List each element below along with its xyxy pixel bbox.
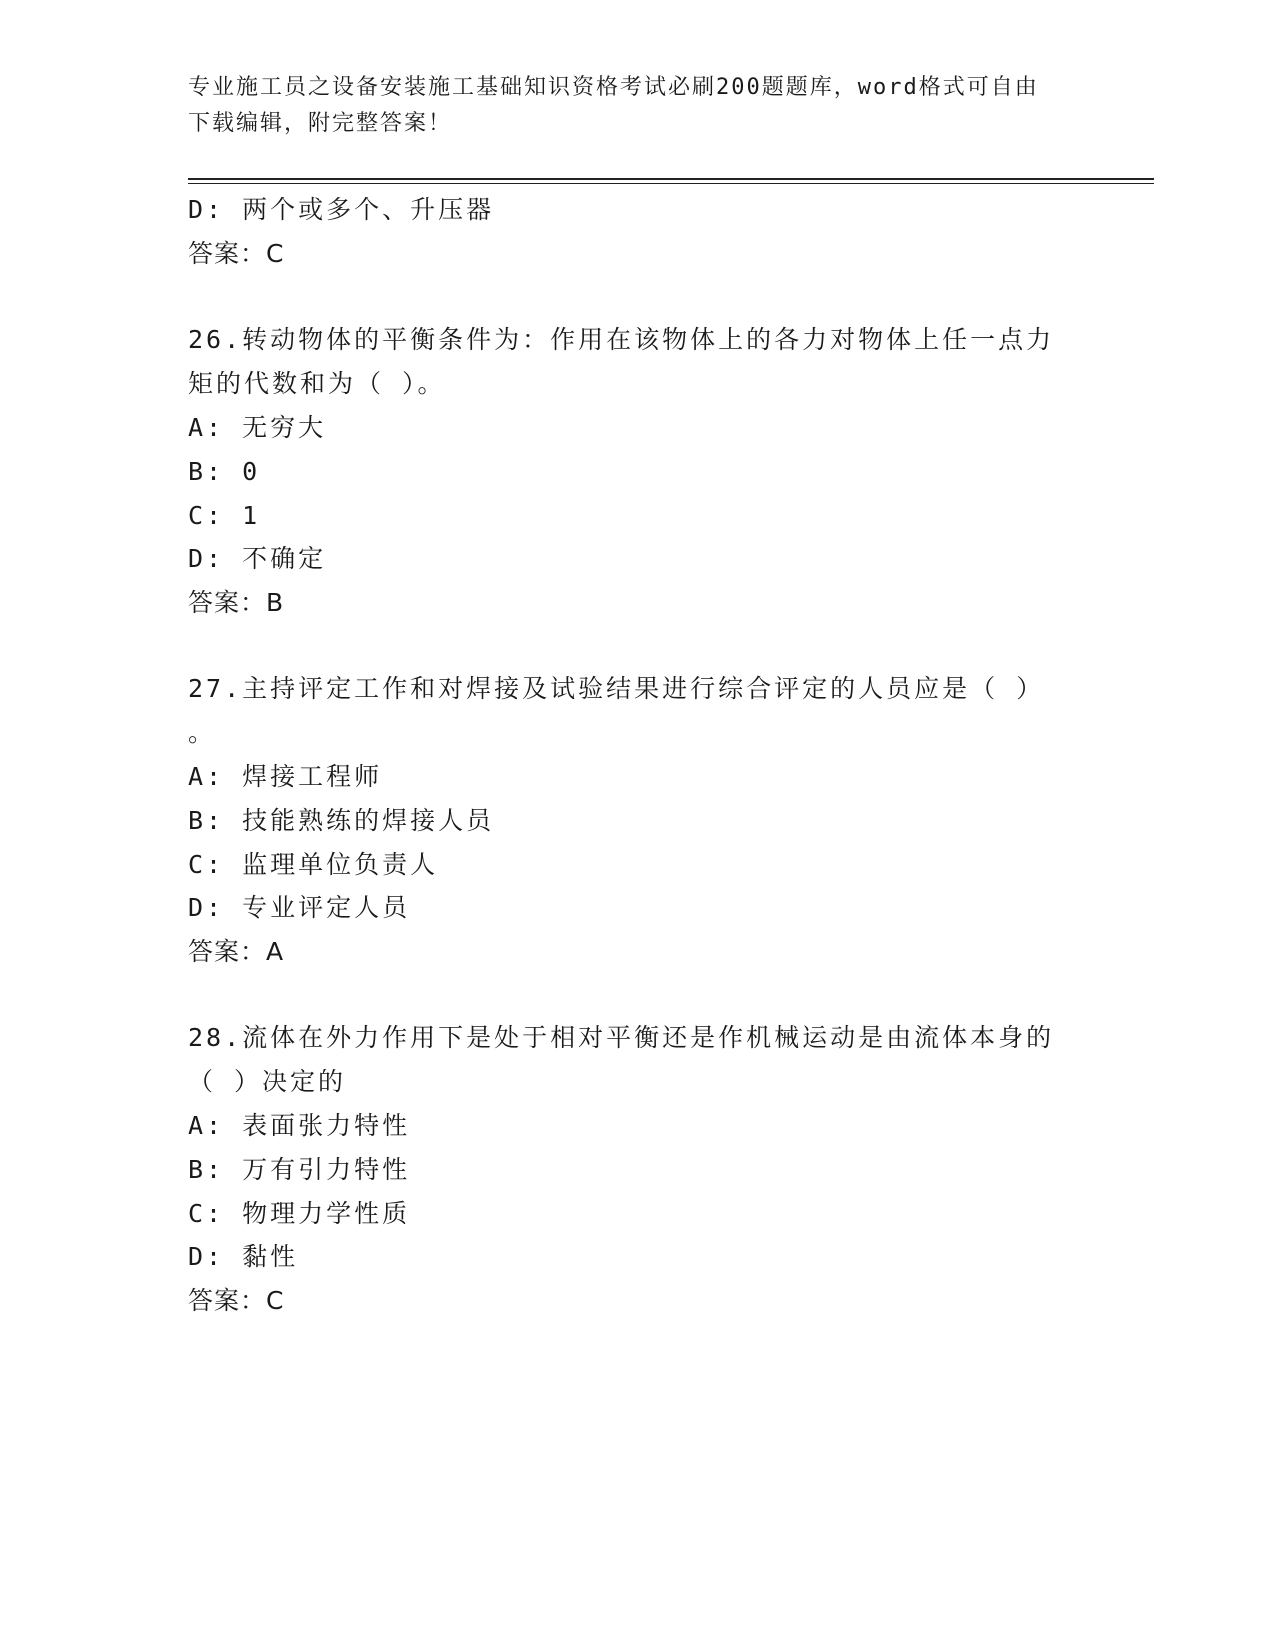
question-27-text-line-1: 27.主持评定工作和对焊接及试验结果进行综合评定的人员应是（ ） [188, 674, 1045, 703]
question-27-option-a: A: 焊接工程师 [188, 762, 383, 791]
header-rule-thick [188, 178, 1154, 180]
question-27-answer: 答案：A [188, 937, 285, 966]
question-26-text-line-2: 矩的代数和为（ ）。 [188, 369, 446, 398]
document-header [188, 70, 1088, 142]
prev-answer: 答案：C [188, 239, 285, 268]
question-26-answer: 答案：B [188, 588, 285, 617]
question-28-option-b: B: 万有引力特性 [188, 1155, 411, 1184]
question-27-option-b: B: 技能熟练的焊接人员 [188, 806, 495, 835]
question-28-text-line-2: （ ）决定的 [188, 1067, 347, 1096]
question-28-option-d: D: 黏性 [188, 1242, 299, 1271]
header-rule-thin [188, 183, 1154, 184]
question-28-answer: 答案：C [188, 1286, 285, 1315]
question-26-option-b: B: 0 [188, 457, 261, 486]
question-26-text-line-1: 26.转动物体的平衡条件为：作用在该物体上的各力对物体上任一点力 [188, 325, 1055, 354]
question-27-option-c: C: 监理单位负责人 [188, 850, 439, 879]
question-26-option-a: A: 无穷大 [188, 413, 327, 442]
header-title-line-1: 专业施工员之设备安装施工基础知识资格考试必刷200题题库，word格式可自由 [188, 75, 1039, 100]
question-27-option-d: D: 专业评定人员 [188, 893, 411, 922]
header-title-line-2: 下载编辑，附完整答案！ [188, 111, 453, 136]
question-26-option-c: C: 1 [188, 501, 261, 530]
question-28-option-a: A: 表面张力特性 [188, 1111, 411, 1140]
question-27-text-line-2: 。 [188, 718, 217, 747]
question-28-text-line-1: 28.流体在外力作用下是处于相对平衡还是作机械运动是由流体本身的 [188, 1023, 1055, 1052]
question-26-option-d: D: 不确定 [188, 544, 327, 573]
prev-option-d: D: 两个或多个、升压器 [188, 195, 495, 224]
question-28-option-c: C: 物理力学性质 [188, 1199, 411, 1228]
